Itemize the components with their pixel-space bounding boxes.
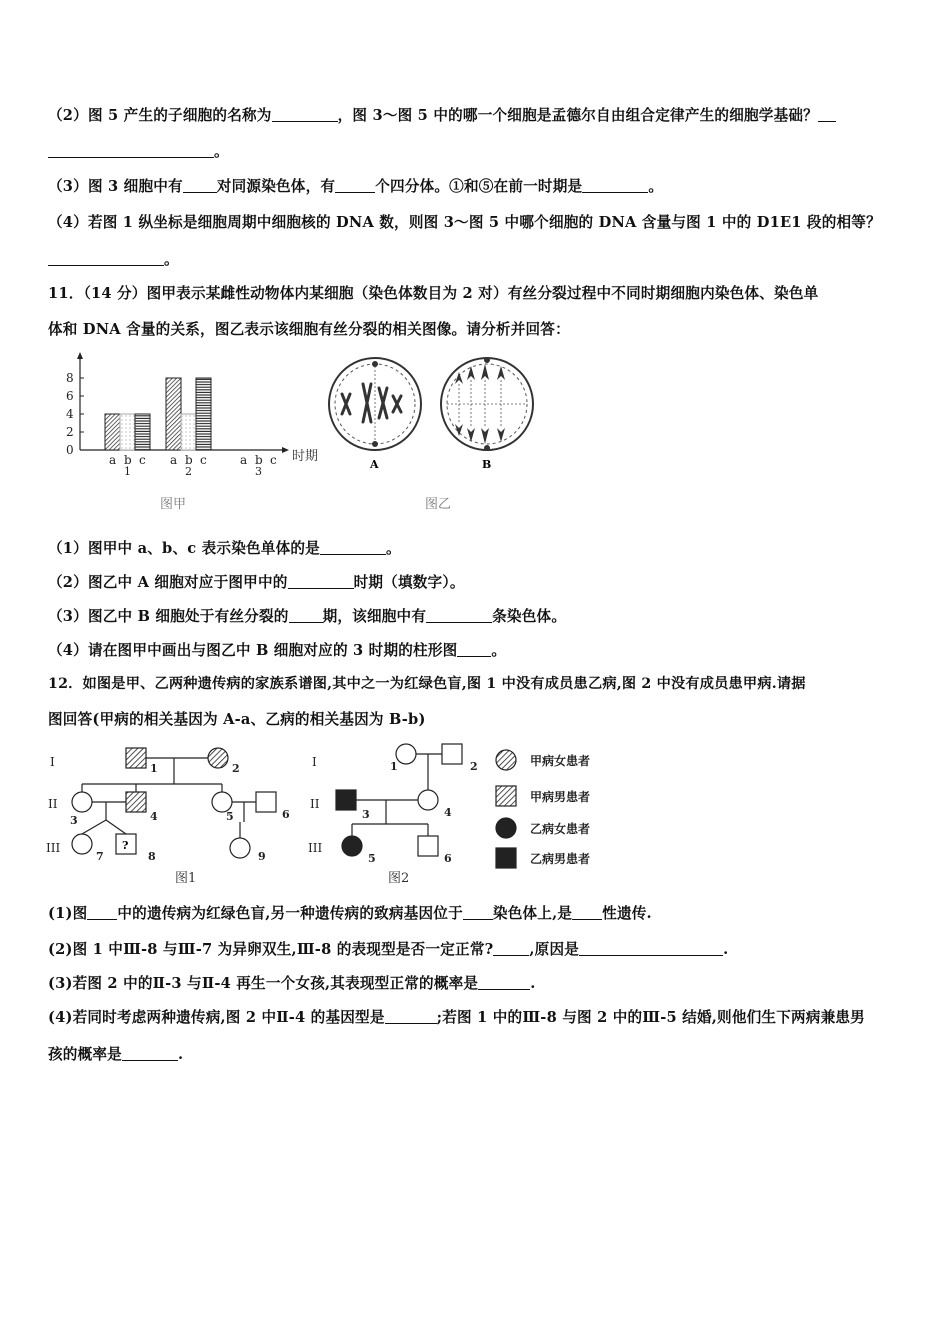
q12-stem-line2: 图回答(甲病的相关基因为 A-a、乙病的相关基因为 B-b) (48, 711, 426, 728)
legend-label: 乙病女患者 (530, 822, 591, 836)
bars (105, 378, 211, 450)
cell-b-label: B (482, 458, 492, 471)
answer-blank[interactable] (818, 107, 836, 122)
q11-sub2-line: （2）图乙中 A 细胞对应于图甲中的 时期（填数字）。 (48, 574, 465, 591)
answer-blank[interactable] (122, 1046, 178, 1061)
legend-icon-yi-female (496, 818, 516, 838)
fig2-member-1 (396, 744, 416, 764)
gen-label-II: II (310, 797, 320, 811)
answer-blank[interactable] (320, 540, 386, 555)
cell-b (441, 357, 533, 471)
bar-c-1 (135, 414, 150, 450)
gen-label-III: III (308, 841, 323, 855)
q10-part2-line: （2）图 5 产生的子细胞的名称为 ，图 3～图 5 中的哪一个细胞是孟德尔自由组合定律产生的细胞学基础？ (48, 104, 836, 125)
x-sub-label: c (200, 453, 207, 467)
q11-sub1-line: （1）图甲中 a、b、c 表示染色单体的是 。 (48, 540, 401, 557)
x-sub-label: a (240, 453, 248, 467)
answer-blank[interactable] (335, 178, 375, 193)
answer-blank[interactable] (579, 941, 723, 956)
figure-yi-caption: 图乙 (425, 497, 452, 512)
answer-blank[interactable] (493, 941, 529, 956)
fig2-member-2 (442, 744, 462, 764)
bar-b-2 (181, 414, 196, 450)
num: 6 (282, 808, 290, 821)
q10-part4-line2: 。 (48, 248, 179, 269)
gen-label-I: I (50, 755, 55, 769)
fig2-member-5 (342, 836, 362, 856)
y-tick-label: 6 (66, 389, 74, 403)
x-sub-label: c (270, 453, 277, 467)
answer-blank[interactable] (87, 905, 117, 920)
num: 4 (444, 806, 452, 819)
fig1-member-5 (212, 792, 232, 812)
answer-blank[interactable] (48, 143, 214, 158)
legend-icon-jia-male (496, 786, 516, 806)
bar-a-2 (166, 378, 181, 450)
figure-yi-cells (325, 352, 565, 517)
legend-label: 甲病男患者 (530, 790, 591, 804)
q10-part2-line2: 。 (48, 140, 229, 161)
num: 7 (96, 850, 104, 863)
x-sub-label: c (139, 453, 146, 467)
answer-blank[interactable] (572, 905, 602, 920)
q12-sub2-line: (2)图 1 中Ⅲ-8 与Ⅲ-7 为异卵双生,Ⅲ-8 的表现型是否一定正常? ,原因是 . (48, 941, 729, 958)
q12-sub3-line: (3)若图 2 中的Ⅱ-3 与Ⅱ-4 再生一个女孩,其表现型正常的概率是 . (48, 975, 536, 992)
x-sub-label: b (185, 453, 193, 467)
q12-sub1-line: (1)图 中的遗传病为红绿色盲,另一种遗传病的致病基因位于 染色体上,是 性遗传. (48, 905, 652, 922)
fig2-member-4 (418, 790, 438, 810)
bar-b-1 (120, 414, 135, 450)
unknown-mark: ? (122, 839, 129, 852)
fig1-member-7 (72, 834, 92, 854)
num: 3 (362, 808, 370, 821)
x-axis-label: 时期 (292, 449, 319, 464)
q11-sub3-line: （3）图乙中 B 细胞处于有丝分裂的 期，该细胞中有 条染色体。 (48, 608, 567, 625)
fig1-member-4 (126, 792, 146, 812)
num: 5 (368, 852, 376, 865)
y-ticks (66, 371, 84, 457)
gen-label-III: III (46, 841, 61, 855)
q12-stem-line1: 12．如图是甲、乙两种遗传病的家族系谱图,其中之一为红绿色盲,图 1 中没有成员患乙病,图 2 中没有成员患甲病.请据 (48, 676, 806, 692)
answer-blank[interactable] (288, 574, 354, 589)
q11-stem-line1: 11．（14 分）图甲表示某雌性动物体内某细胞（染色体数目为 2 对）有丝分裂过程中不同时期细胞内染色体、染色单 (48, 285, 819, 302)
x-sub-label: b (255, 453, 263, 467)
pedigree-figures (40, 738, 610, 888)
pedigree-fig2 (336, 744, 462, 856)
fig1-member-1 (126, 748, 146, 768)
q10-part3-line: （3）图 3 细胞中有 对同源染色体，有 个四分体。①和⑤在前一时期是 。 (48, 178, 664, 195)
pedigree-legend (496, 750, 516, 868)
answer-blank[interactable] (48, 251, 164, 266)
answer-blank[interactable] (478, 975, 530, 990)
bar-c-2 (196, 378, 211, 450)
figure-jia-caption: 图甲 (160, 497, 187, 512)
answer-blank[interactable] (183, 178, 217, 193)
num: 2 (232, 762, 240, 775)
num: 1 (390, 760, 398, 773)
num: 1 (150, 762, 158, 775)
num: 8 (148, 850, 156, 863)
x-sub-label: a (109, 453, 117, 467)
bar-a-1 (105, 414, 120, 450)
fig1-member-3 (72, 792, 92, 812)
x-sub-label: b (124, 453, 132, 467)
y-tick-label: 8 (66, 371, 74, 385)
fig1-member-9 (230, 838, 250, 858)
x-category-label: 3 (255, 465, 262, 478)
num: 3 (70, 814, 78, 827)
cell-a (329, 358, 421, 471)
y-tick-label: 4 (66, 407, 74, 421)
answer-blank[interactable] (385, 1009, 437, 1024)
x-axis-arrow (282, 447, 289, 453)
num: 6 (444, 852, 452, 865)
y-tick-label: 0 (66, 443, 74, 457)
num: 2 (470, 760, 478, 773)
gen-label-II: II (48, 797, 58, 811)
q12-sub4-line: (4)若同时考虑两种遗传病,图 2 中Ⅱ-4 的基因型是 ;若图 1 中的Ⅲ-8 与图 2 中的Ⅲ-5 结婚,则他们生下两病兼患男 (48, 1009, 865, 1026)
q11-stem-line2: 体和 DNA 含量的关系，图乙表示该细胞有丝分裂的相关图像。请分析并回答： (48, 321, 570, 338)
fig1-caption: 图1 (175, 871, 197, 886)
answer-blank[interactable] (426, 608, 492, 623)
y-axis-arrow (77, 352, 83, 359)
x-tick-labels (109, 453, 277, 478)
legend-icon-yi-male (496, 848, 516, 868)
fig1-member-6 (256, 792, 276, 812)
answer-blank[interactable] (463, 905, 493, 920)
gen-label-I: I (312, 755, 317, 769)
fig1-member-2 (208, 748, 228, 768)
answer-blank[interactable] (289, 608, 323, 623)
q12-sub4-line2: 孩的概率是 . (48, 1046, 184, 1063)
x-category-label: 1 (124, 465, 131, 478)
q11-sub4-line: （4）请在图甲中画出与图乙中 B 细胞对应的 3 时期的柱形图 。 (48, 642, 507, 659)
cell-a-label: A (370, 458, 379, 471)
fig2-member-6 (418, 836, 438, 856)
answer-blank[interactable] (457, 642, 491, 657)
answer-blank[interactable] (582, 178, 648, 193)
legend-icon-jia-female (496, 750, 516, 770)
y-tick-label: 2 (66, 425, 74, 439)
legend-label: 甲病女患者 (530, 754, 591, 768)
answer-blank[interactable] (272, 107, 338, 122)
pedigree-fig1 (72, 748, 276, 858)
figure-jia-bar-chart (60, 350, 330, 515)
q10-part4-line: （4）若图 1 纵坐标是细胞周期中细胞核的 DNA 数，则图 3～图 5 中哪个细胞的 DNA 含量与图 1 中的 D1E1 段的相等？ (48, 214, 881, 231)
fig2-member-3 (336, 790, 356, 810)
legend-label: 乙病男患者 (530, 852, 591, 866)
x-category-label: 2 (185, 465, 192, 478)
fig2-caption: 图2 (388, 871, 410, 886)
num: 9 (258, 850, 266, 863)
num: 4 (150, 810, 158, 823)
num: 5 (226, 810, 234, 823)
x-sub-label: a (170, 453, 178, 467)
